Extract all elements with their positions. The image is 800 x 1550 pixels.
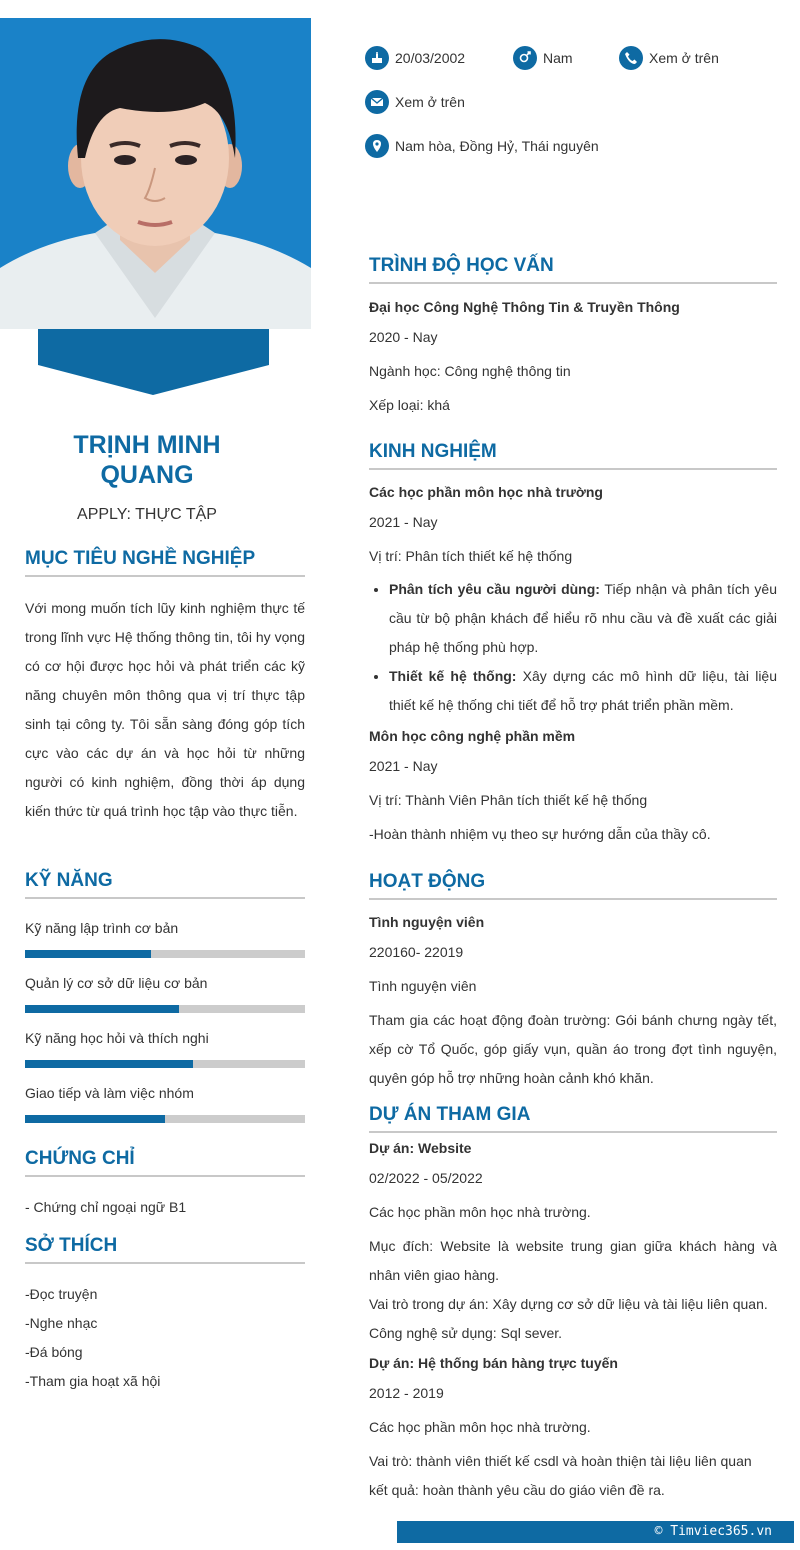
email-value: Xem ở trên [395, 94, 465, 110]
education-period: 2020 - Nay [369, 329, 438, 345]
gender-value: Nam [543, 50, 573, 66]
gender-icon [513, 46, 537, 70]
skill-bar-fill [25, 1005, 179, 1013]
project-client: Các học phần môn học nhà trường. [369, 1419, 591, 1435]
skill-bar-fill [25, 950, 151, 958]
education-major: Ngành học: Công nghệ thông tin [369, 363, 571, 379]
education-title: TRÌNH ĐỘ HỌC VẤN [369, 254, 777, 284]
skill-bar-fill [25, 1060, 193, 1068]
phone-value: Xem ở trên [649, 50, 719, 66]
skill-name: Quản lý cơ sở dữ liệu cơ bản [25, 975, 208, 991]
experience-title: KINH NGHIỆM [369, 440, 777, 470]
skills-title: KỸ NĂNG [25, 869, 305, 899]
project-period: 02/2022 - 05/2022 [369, 1170, 483, 1186]
footer-watermark: © Timviec365.vn [397, 1521, 794, 1543]
project-purpose: Mục đích: Website là website trung gian giữa khách hàng và nhân viên giao hàng. [369, 1238, 777, 1283]
skill-bar [25, 1060, 305, 1068]
certificate-item: - Chứng chỉ ngoại ngữ B1 [25, 1199, 187, 1215]
hobby-item: -Nghe nhạc [25, 1315, 98, 1331]
activity-description: Tham gia các hoạt động đoàn trường: Gói bánh chưng ngày tết, xếp cờ Tổ Quốc, góp giấy vụn, quần áo trong đợt tình nguyện, quyên góp hỗ trợ những hoàn cảnh khó khăn. [369, 1012, 777, 1086]
job-position: Vị trí: Thành Viên Phân tích thiết kế hệ thống [369, 792, 648, 808]
address-value: Nam hòa, Đồng Hỷ, Thái nguyên [395, 138, 599, 154]
bullet-label: Phân tích yêu cầu người dùng: [389, 581, 600, 597]
job-bullet [389, 662, 777, 720]
apply-position: APPLY: THỰC TẬP [77, 506, 217, 523]
project-role: Vai trò trong dự án: Xây dựng cơ sở dữ liệu và tài liệu liên quan. [369, 1296, 768, 1312]
cake-icon [365, 46, 389, 70]
hobby-item: -Đá bóng [25, 1344, 83, 1360]
job-bullets [369, 575, 777, 720]
contact-phone [619, 46, 719, 70]
certificates-title: CHỨNG CHỈ [25, 1147, 305, 1177]
job-company: Các học phần môn học nhà trường [369, 484, 603, 500]
project-period: 2012 - 2019 [369, 1385, 444, 1401]
projects-title: DỰ ÁN THAM GIA [369, 1103, 777, 1133]
job-bullet [389, 575, 777, 662]
bullet-text: Tiếp nhận và phân tích yêu cầu từ bộ phận khách để hiểu rõ nhu cầu và đề xuất các giải pháp hệ thống phù hợp. [389, 581, 777, 655]
project-tech: Công nghệ sử dụng: Sql sever. [369, 1325, 563, 1341]
objective-title: MỤC TIÊU NGHỀ NGHIỆP [25, 547, 305, 577]
education-school: Đại học Công Nghệ Thông Tin & Truyền Thông [369, 299, 680, 315]
job-company: Môn học công nghệ phần mềm [369, 728, 576, 744]
job-description: -Hoàn thành nhiệm vụ theo sự hướng dẫn của thầy cô. [369, 826, 711, 842]
activity-period: 220160- 22019 [369, 944, 464, 960]
activity-role: Tình nguyện viên [369, 978, 477, 994]
hobby-item: -Tham gia hoạt xã hội [25, 1373, 161, 1389]
map-marker-icon [365, 134, 389, 158]
project-role: Vai trò: thành viên thiết kế csdl và hoàn thiện tài liệu liên quan [369, 1453, 752, 1469]
skill-name: Giao tiếp và làm việc nhóm [25, 1085, 194, 1101]
skill-name: Kỹ năng học hỏi và thích nghi [25, 1030, 209, 1046]
activities-title: HOẠT ĐỘNG [369, 870, 777, 900]
job-position: Vị trí: Phân tích thiết kế hệ thống [369, 548, 573, 564]
contact-gender [513, 46, 573, 70]
job-period: 2021 - Nay [369, 758, 438, 774]
job-period: 2021 - Nay [369, 514, 438, 530]
education-rank: Xếp loại: khá [369, 397, 450, 413]
bullet-label: Thiết kế hệ thống: [389, 668, 517, 684]
hobby-item: -Đọc truyện [25, 1286, 98, 1302]
objective-text: Với mong muốn tích lũy kinh nghiệm thực tế trong lĩnh vực Hệ thống thông tin, tôi hy vọng có cơ hội được học hỏi và phát triển các kỹ năng chuyên môn thông qua vị trí thực tập sinh tại công ty. Tôi sẵn sàng đóng góp tích cực vào các dự án và học hỏi từ những người có kinh nghiệm, đồng thời áp dụng kiến thức từ quá trình học tập vào thực tiễn. [25, 600, 305, 819]
contact-email [365, 90, 465, 114]
skill-bar [25, 1005, 305, 1013]
skill-bar [25, 1115, 305, 1123]
hobbies-title: SỞ THÍCH [25, 1234, 305, 1264]
project-name: Dự án: Hệ thống bán hàng trực tuyến [369, 1355, 618, 1371]
skill-name: Kỹ năng lập trình cơ bản [25, 920, 179, 936]
contact-birthday [365, 46, 465, 70]
project-client: Các học phần môn học nhà trường. [369, 1204, 591, 1220]
bullet-text: Xây dựng các mô hình dữ liệu, tài liệu thiết kế hệ thống chi tiết để hỗ trợ phát triển phần mềm. [389, 668, 778, 713]
birthday-value: 20/03/2002 [395, 50, 466, 66]
skill-bar-fill [25, 1115, 165, 1123]
envelope-icon [365, 90, 389, 114]
phone-icon [619, 46, 643, 70]
project-result: kết quả: hoàn thành yêu cầu do giáo viên đề ra. [369, 1482, 665, 1498]
activity-org: Tình nguyện viên [369, 914, 485, 930]
photo-ribbon [38, 329, 269, 395]
skill-bar [25, 950, 305, 958]
project-name: Dự án: Website [369, 1140, 472, 1156]
profile-photo [0, 18, 311, 329]
contact-address [365, 134, 599, 158]
candidate-name: TRỊNH MINH QUANG [73, 431, 221, 489]
